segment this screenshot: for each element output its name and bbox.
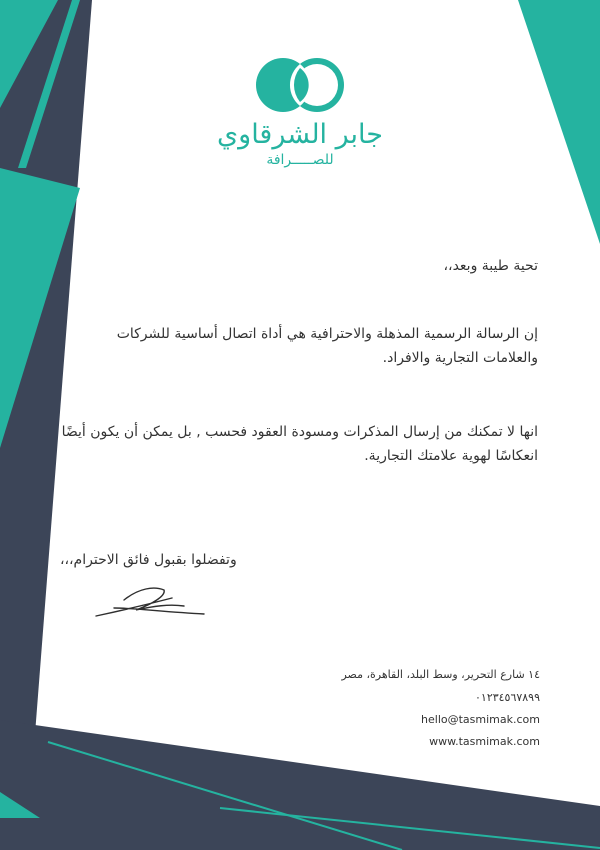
- contact-address: ١٤ شارع التحرير، وسط البلد، القاهرة، مصر: [341, 668, 540, 681]
- brand-name: جابر الشرقاوي: [217, 119, 383, 150]
- letter-paragraph-1: إن الرسالة الرسمية المذهلة والاحترافية هي أداة اتصال أساسية للشركات والعلامات التجارية والافراد.: [116, 326, 538, 366]
- contact-phone: ٠١٢٣٤٥٦٧٨٩٩: [475, 691, 540, 704]
- letter-greeting: تحية طيبة وبعد،،: [443, 258, 538, 274]
- brand-subtitle: للصـــــرافة: [266, 151, 334, 168]
- letter-paragraph-2: انها لا تمكنك من إرسال المذكرات ومسودة العقود فحسب , بل يمكن أن يكون أيضًا انعكاسًا لهوية علامتك التجارية.: [61, 424, 538, 464]
- contact-email[interactable]: hello@tasmimak.com: [421, 713, 540, 726]
- signature-mark: [94, 582, 214, 622]
- brand-logo: [200, 56, 400, 168]
- top-right-teal-shape: [518, 0, 600, 244]
- contact-website[interactable]: www.tasmimak.com: [429, 735, 540, 748]
- interlocking-circles-icon: [254, 56, 346, 114]
- letter-closing: وتفضلوا بقبول فائق الاحترام،،،: [60, 552, 237, 568]
